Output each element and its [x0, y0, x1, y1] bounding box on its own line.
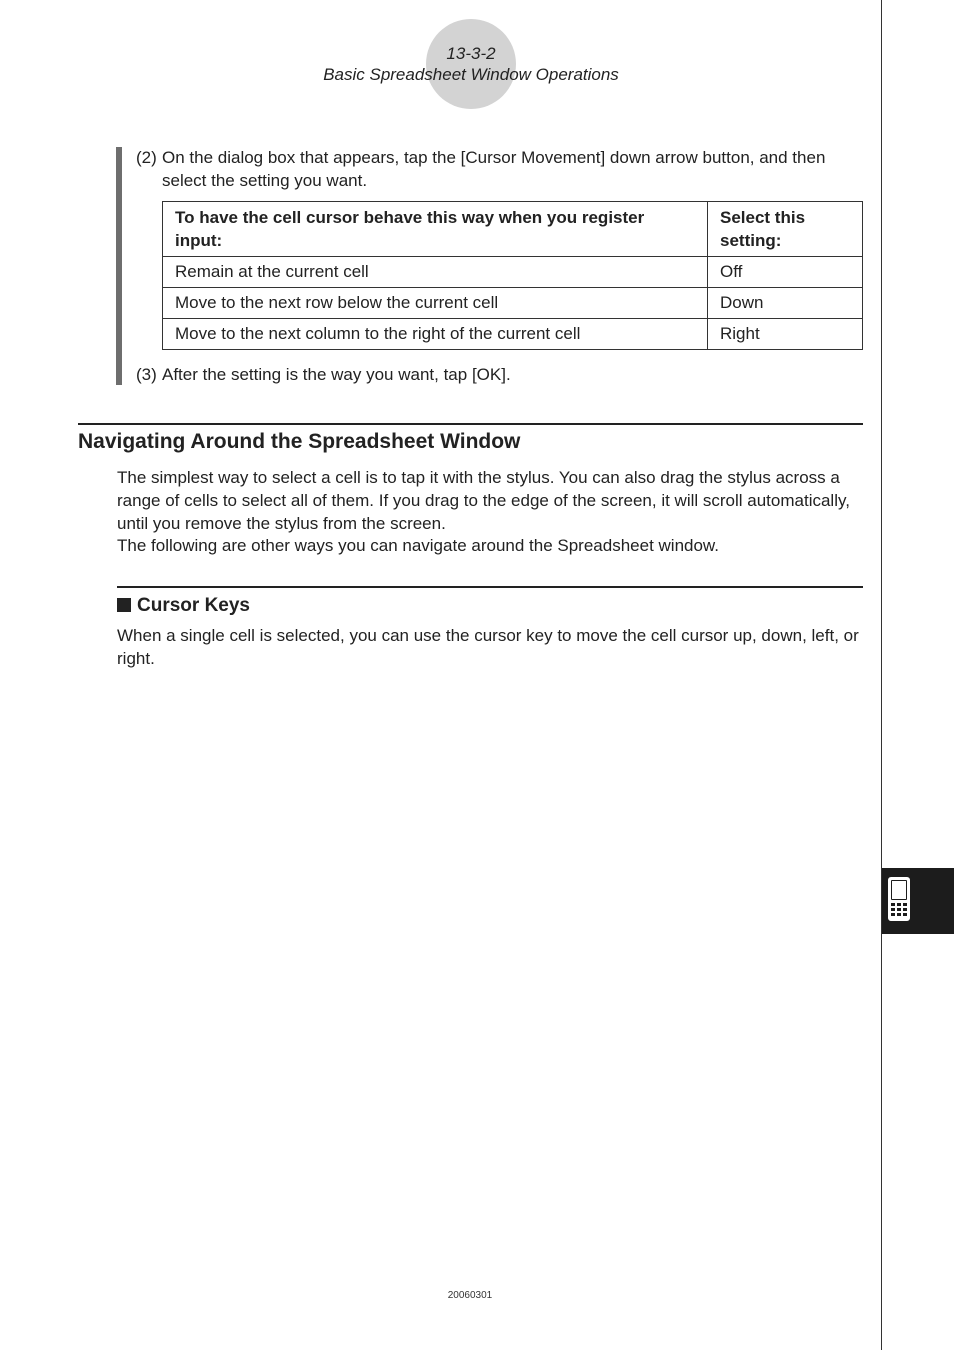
cursor-keys-heading: Cursor Keys [137, 595, 250, 616]
navigating-paragraph-2: The following are other ways you can navigate around the Spreadsheet window. [117, 536, 719, 555]
cursor-keys-heading-block [117, 595, 250, 617]
cursor-keys-paragraph: When a single cell is selected, you can use the cursor key to move the cell cursor up, down, left, or right. [117, 626, 859, 668]
table-header-setting: Select this setting: [708, 202, 863, 257]
calculator-icon [887, 876, 911, 922]
table-header-row [163, 202, 863, 257]
step-2 [136, 146, 836, 192]
section-title: Basic Spreadsheet Window Operations [323, 65, 619, 84]
chapter-side-tab [882, 868, 954, 934]
table-cell-behavior: Move to the next row below the current cell [163, 288, 708, 319]
table-cell-behavior: Remain at the current cell [163, 257, 708, 288]
table-row [163, 288, 863, 319]
step-3-text: After the setting is the way you want, tap [OK]. [162, 365, 511, 384]
cursor-movement-table [162, 201, 863, 350]
table-cell-setting: Right [708, 319, 863, 350]
change-bar [116, 147, 122, 385]
right-margin-rule [881, 0, 882, 1350]
table-cell-behavior: Move to the next column to the right of the current cell [163, 319, 708, 350]
step-3 [136, 363, 836, 387]
header-circle-decoration [426, 19, 516, 109]
square-bullet-icon [117, 598, 131, 612]
table-cell-setting: Down [708, 288, 863, 319]
step-2-text: On the dialog box that appears, tap the [Cursor Movement] down arrow button, and then select the setting you want. [162, 148, 826, 190]
section-divider [78, 423, 863, 425]
table-header-behavior: To have the cell cursor behave this way when you register input: [163, 202, 708, 257]
step-2-number: (2) [136, 148, 157, 167]
navigating-heading: Navigating Around the Spreadsheet Window [78, 430, 521, 453]
table-row [163, 257, 863, 288]
table-row [163, 319, 863, 350]
footer-code: 20060301 [447, 1290, 493, 1301]
subsection-divider [117, 586, 863, 588]
navigating-paragraph-1: The simplest way to select a cell is to tap it with the stylus. You can also drag the stylus across a range of cells to select all of them. If you drag to the edge of the screen, it will scroll automatically, until you remove the stylus from the screen. [117, 468, 850, 533]
table-cell-setting: Off [708, 257, 863, 288]
page-number: 13-3-2 [446, 44, 496, 63]
step-3-number: (3) [136, 365, 157, 384]
